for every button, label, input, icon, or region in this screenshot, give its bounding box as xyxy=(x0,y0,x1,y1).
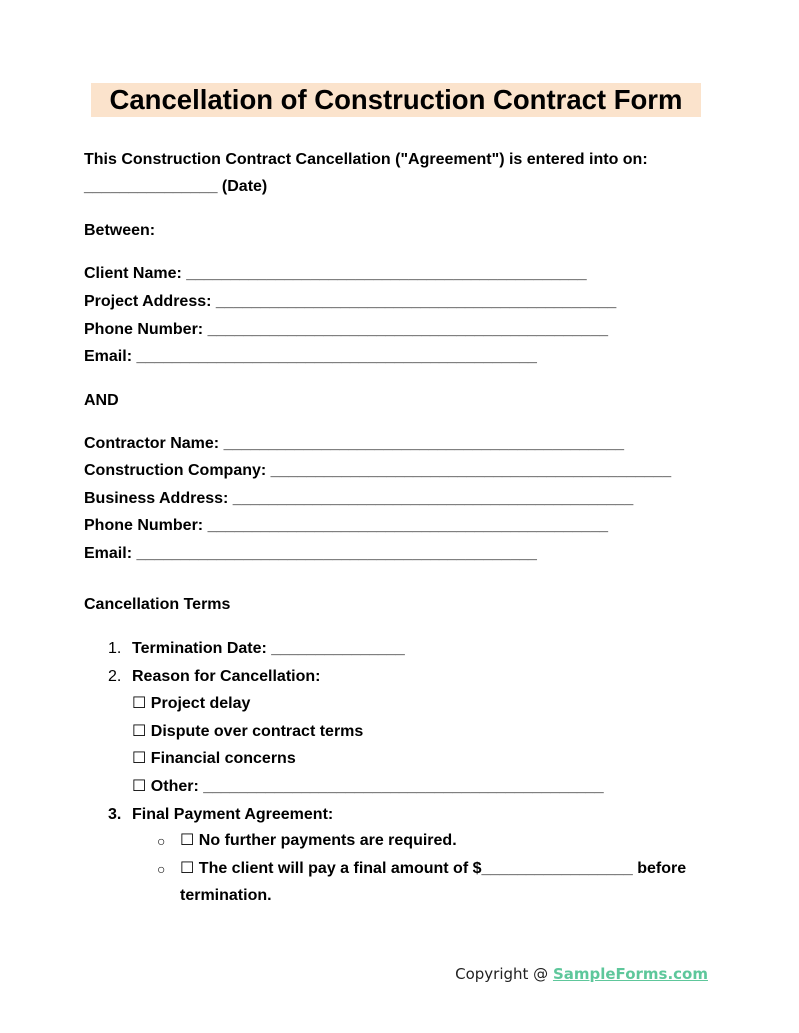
intro-date-line: _______________ (Date) xyxy=(84,178,268,195)
page-title: Cancellation of Construction Contract Form xyxy=(91,83,701,117)
client-email-field: Email: _____________________________________________ xyxy=(84,348,537,365)
cancellation-terms-heading: Cancellation Terms xyxy=(84,596,231,613)
reason-heading: Reason for Cancellation: xyxy=(132,668,321,685)
list-number: 1. xyxy=(108,640,122,657)
reason-financial-checkbox: ☐ Financial concerns xyxy=(132,750,296,767)
business-address-field: Business Address: _____________________________________________ xyxy=(84,490,634,507)
contractor-email-field: Email: _____________________________________________ xyxy=(84,545,537,562)
copyright-text: Copyright @ xyxy=(455,965,553,983)
between-label: Between: xyxy=(84,222,156,239)
final-amount-checkbox: ☐ The client will pay a final amount of $_________________ before xyxy=(180,860,687,877)
construction-company-field: Construction Company: _____________________________________________ xyxy=(84,462,672,479)
list-number: 3. xyxy=(108,806,122,823)
circle-bullet-icon: ○ xyxy=(157,861,166,877)
intro-line: This Construction Contract Cancellation ("Agreement") is entered into on: xyxy=(84,151,648,168)
circle-bullet-icon: ○ xyxy=(157,833,166,849)
termination-date-field: Termination Date: _______________ xyxy=(132,640,405,657)
no-further-payments-checkbox: ☐ No further payments are required. xyxy=(180,832,457,849)
copyright-footer xyxy=(455,964,708,984)
reason-other-checkbox: ☐ Other: _____________________________________________ xyxy=(132,778,604,795)
list-number: 2. xyxy=(108,668,122,685)
sampleforms-link[interactable]: SampleForms.com xyxy=(552,965,708,983)
reason-dispute-checkbox: ☐ Dispute over contract terms xyxy=(132,723,364,740)
contractor-name-field: Contractor Name: _____________________________________________ xyxy=(84,435,625,452)
final-amount-continuation: termination. xyxy=(180,887,272,904)
client-name-field: Client Name: _____________________________________________ xyxy=(84,265,587,282)
and-label: AND xyxy=(84,392,119,409)
reason-project-delay-checkbox: ☐ Project delay xyxy=(132,695,251,712)
client-phone-field: Phone Number: _____________________________________________ xyxy=(84,321,608,338)
contractor-phone-field: Phone Number: _____________________________________________ xyxy=(84,517,608,534)
final-payment-heading: Final Payment Agreement: xyxy=(132,806,334,823)
project-address-field: Project Address: _____________________________________________ xyxy=(84,293,617,310)
